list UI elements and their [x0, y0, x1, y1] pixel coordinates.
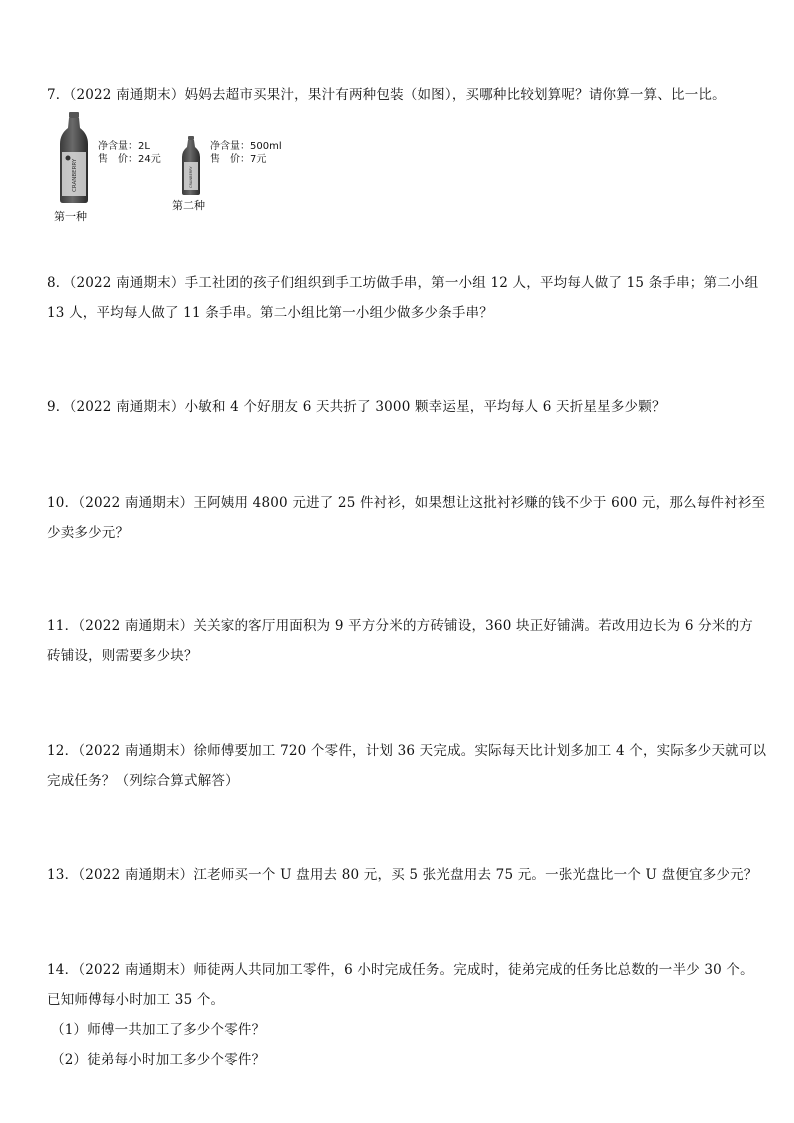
question-11: [47, 611, 757, 671]
question-8-line-1: 8．（2022 南通期末）手工社团的孩子们组织到手工坊做手串，第一小组 12 人，平均每人做了 15 条手串；第二小组: [47, 275, 759, 291]
large-bottle-price: 售 价：24元: [98, 154, 161, 165]
large-bottle-caption: 第一种: [54, 210, 87, 223]
small-juice-bottle-icon: [180, 136, 202, 196]
question-12-line-2: 完成任务？（列综合算式解答）: [47, 773, 239, 789]
question-14-sub-1: （1）师傅一共加工了多少个零件？: [51, 1022, 266, 1038]
question-12: [47, 736, 767, 796]
question-8-line-2: 13 人，平均每人做了 11 条手串。第二小组比第一小组少做多少条手串？: [47, 305, 493, 321]
question-9: [47, 392, 757, 422]
question-14-sub-2: （2）徒弟每小时加工多少个零件？: [51, 1052, 266, 1068]
small-bottle-volume: 净含量：500ml: [210, 141, 282, 152]
juice-figure: [50, 112, 310, 227]
large-bottle-volume: 净含量：2L: [98, 141, 150, 152]
question-11-line-2: 砖铺设，则需要多少块？: [47, 648, 198, 664]
question-8: [47, 268, 757, 328]
small-bottle-price: 售 价：7元: [210, 154, 267, 165]
question-7: [47, 80, 757, 110]
question-10-line-2: 少卖多少元？: [47, 525, 130, 541]
small-bottle-caption: 第二种: [172, 199, 205, 212]
large-bottle-brand: CRANBERRY: [72, 158, 78, 192]
question-12-line-1: 12．（2022 南通期末）徐师傅要加工 720 个零件，计划 36 天完成。实际每天比计划多加工 4 个，实际多少天就可以: [47, 743, 767, 759]
question-10-line-1: 10．（2022 南通期末）王阿姨用 4800 元进了 25 件衬衫，如果想让这批衬衫赚的钱不少于 600 元，那么每件衬衫至: [47, 495, 766, 511]
question-13-line-1: 13．（2022 南通期末）江老师买一个 U 盘用去 80 元，买 5 张光盘用去 75 元。一张光盘比一个 U 盘便宜多少元？: [47, 867, 758, 883]
question-14-line-1: 14．（2022 南通期末）师徒两人共同加工零件，6 小时完成任务。完成时，徒弟完成的任务比总数的一半少 30 个。: [47, 962, 754, 978]
question-9-line-1: 9．（2022 南通期末）小敏和 4 个好朋友 6 天共折了 3000 颗幸运星，平均每人 6 天折星星多少颗？: [47, 399, 666, 415]
question-14-line-2: 已知师傅每小时加工 35 个。: [47, 992, 225, 1008]
question-10: [47, 488, 766, 548]
large-juice-bottle-icon: [56, 112, 92, 204]
question-14: [47, 955, 757, 1075]
question-13: [47, 860, 757, 890]
question-7-line-1: 7．（2022 南通期末）妈妈去超市买果汁，果汁有两种包装（如图），买哪种比较划算呢？请你算一算、比一比。: [47, 87, 726, 103]
small-bottle-brand: CRANBERRY: [189, 166, 193, 188]
question-11-line-1: 11．（2022 南通期末）关关家的客厅用面积为 9 平方分米的方砖铺设，360 块正好铺满。若改用边长为 6 分米的方: [47, 618, 753, 634]
